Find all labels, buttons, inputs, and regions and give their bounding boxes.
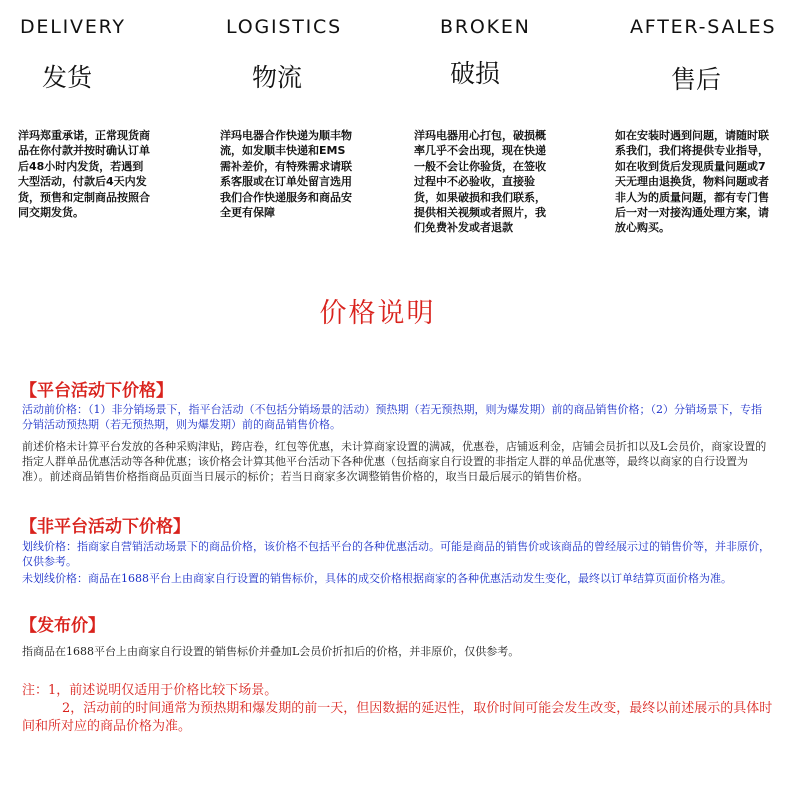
non-strikethrough-price-text: 未划线价格：商品在1688平台上由商家自行设置的销售标价，具体的成交价格根据商家的各种优惠活动发生变化，最终以订单结算页面价格为准。: [22, 572, 732, 585]
logistics-title-cn: 物流: [252, 63, 303, 92]
delivery-title-en: DELIVERY: [20, 16, 126, 38]
platform-activity-heading: 【平台活动下价格】: [20, 381, 173, 401]
pre-activity-price-text: 活动前价格：（1）非分销场景下，指平台活动（不包括分销场景的活动）预热期（若无预热期，则为爆发期）前的商品销售价格；（2）分销场景下，专指分销活动预热期（若无预热期，则为爆发期）前的商品销售价格。: [22, 403, 762, 431]
price-explanation-title: 价格说明: [319, 298, 436, 329]
after-sales-description: 如在安装时遇到问题，请随时联系我们，我们将提供专业指导，如在收到货后发现质量问题或7天无理由退换货，物料问题或者非人为的质量问题，都有专门售后一对一对接沟通处理方案，请放心购买。: [615, 129, 769, 235]
delivery-description: 洋玛郑重承诺，正常现货商品在你付款并按时确认订单后48小时内发货，若遇到大型活动，付款后4天内发货，预售和定制商品按照合同交期发货。: [18, 129, 150, 220]
non-platform-activity-heading: 【非平台活动下价格】: [20, 517, 190, 537]
price-notes: [22, 682, 774, 736]
logistics-description: 洋玛电器合作快递为顺丰物流，如发顺丰快递和EMS需补差价，有特殊需求请联系客服或在订单处留言选用我们合作快递服务和商品安全更有保障: [220, 129, 352, 220]
release-price-heading: 【发布价】: [20, 616, 105, 636]
note-2: 2，活动前的时间通常为预热期和爆发期的前一天，但因数据的延迟性，取价时间可能会发生改变，最终以前述展示的具体时间和所对应的商品价格为准。: [22, 701, 773, 734]
release-price-text: 指商品在1688平台上由商家自行设置的销售标价并叠加L会员价折扣后的价格，并非原价，仅供参考。: [22, 645, 520, 658]
broken-description: 洋玛电器用心打包，破损概率几乎不会出现，现在快递一般不会让你验货，在签收过程中不必验收，直接验货，如果破损和我们联系，提供相关视频或者照片，我们免费补发或者退款: [414, 129, 546, 235]
price-calculation-text: 前述价格未计算平台发放的各种采购津贴，跨店卷，红包等优惠，未计算商家设置的满减，优惠卷，店铺返利金，店铺会员折扣以及L会员价，商家设置的指定人群单品优惠活动等各种优惠；该价格会计算其他平台活动下各种优惠（包括商家自行设置的非指定人群的单品优惠等，最终以商家的自行设置为准）。前述商品销售价格指商品页面当日展示的标价；若当日商家多次调整销售价格的，取当日最后展示的销售价格。: [22, 440, 767, 483]
after-sales-title-cn: 售后: [671, 65, 722, 94]
logistics-title-en: LOGISTICS: [226, 16, 342, 38]
note-1: 注：1，前述说明仅适用于价格比较下场景。: [22, 683, 278, 698]
delivery-title-cn: 发货: [42, 63, 93, 92]
broken-title-cn: 破损: [450, 59, 501, 88]
broken-title-en: BROKEN: [440, 16, 531, 38]
strikethrough-price-text: 划线价格：指商家自营销活动场景下的商品价格，该价格不包括平台的各种优惠活动。可能是商品的销售价或该商品的曾经展示过的销售价等，并非原价，仅供参考。: [22, 540, 770, 568]
after-sales-title-en: AFTER-SALES: [630, 16, 777, 38]
